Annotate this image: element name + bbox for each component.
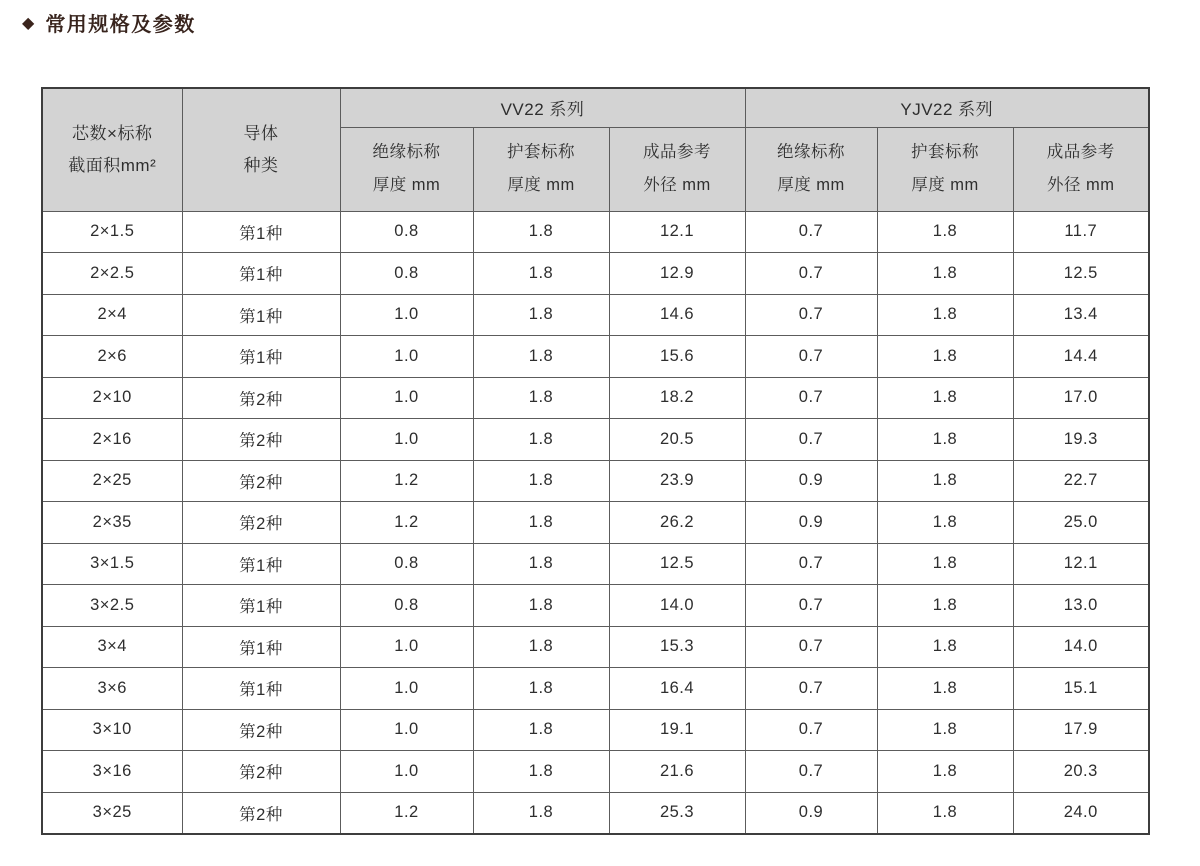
vv22-insulation-cell: 1.0 xyxy=(340,419,473,461)
vv22-insulation-cell: 1.2 xyxy=(340,460,473,502)
yjv22-diameter-cell: 17.0 xyxy=(1013,377,1149,419)
spec-cell: 2×16 xyxy=(42,419,182,461)
table-header xyxy=(42,88,1149,211)
vv22-diameter-cell: 26.2 xyxy=(609,502,745,544)
vv22-insulation-cell: 0.8 xyxy=(340,253,473,295)
spec-cell: 2×25 xyxy=(42,460,182,502)
series-header-vv22: VV22 系列 xyxy=(340,88,745,127)
col-header-conductor xyxy=(182,88,340,211)
conductor-cell: 第2种 xyxy=(182,709,340,751)
yjv22-insulation-cell: 0.7 xyxy=(745,377,877,419)
spec-cell: 3×4 xyxy=(42,626,182,668)
yjv22-sheath-cell: 1.8 xyxy=(877,419,1013,461)
vv22-diameter-cell: 12.5 xyxy=(609,543,745,585)
yjv22-sheath-cell: 1.8 xyxy=(877,502,1013,544)
yjv22-sheath-cell: 1.8 xyxy=(877,211,1013,253)
table-row xyxy=(42,668,1149,710)
spec-cell: 2×10 xyxy=(42,377,182,419)
yjv22-insulation-cell: 0.7 xyxy=(745,751,877,793)
conductor-cell: 第2种 xyxy=(182,460,340,502)
yjv22-diameter-cell: 12.5 xyxy=(1013,253,1149,295)
yjv22-sheath-cell: 1.8 xyxy=(877,336,1013,378)
vv22-insulation-cell: 1.0 xyxy=(340,294,473,336)
vv22-insulation-cell: 1.0 xyxy=(340,751,473,793)
vv22-diameter-cell: 16.4 xyxy=(609,668,745,710)
table-row xyxy=(42,419,1149,461)
yjv22-sheath-cell: 1.8 xyxy=(877,709,1013,751)
conductor-cell: 第2种 xyxy=(182,419,340,461)
vv22-insulation-cell: 1.2 xyxy=(340,502,473,544)
vv22-sheath-cell: 1.8 xyxy=(473,709,609,751)
vv22-sheath-cell: 1.8 xyxy=(473,377,609,419)
vv22-sheath-cell: 1.8 xyxy=(473,211,609,253)
vv22-diameter-cell: 18.2 xyxy=(609,377,745,419)
vv22-sheath-cell: 1.8 xyxy=(473,792,609,834)
col-header-yjv22-diameter: 成品参考 外径 mm xyxy=(1013,127,1149,211)
spec-cell: 3×1.5 xyxy=(42,543,182,585)
yjv22-diameter-cell: 19.3 xyxy=(1013,419,1149,461)
conductor-cell: 第2种 xyxy=(182,502,340,544)
yjv22-insulation-cell: 0.7 xyxy=(745,253,877,295)
conductor-cell: 第2种 xyxy=(182,377,340,419)
yjv22-diameter-cell: 24.0 xyxy=(1013,792,1149,834)
vv22-sheath-cell: 1.8 xyxy=(473,668,609,710)
vv22-diameter-cell: 21.6 xyxy=(609,751,745,793)
vv22-sheath-cell: 1.8 xyxy=(473,253,609,295)
vv22-sheath-cell: 1.8 xyxy=(473,460,609,502)
vv22-diameter-cell: 14.0 xyxy=(609,585,745,627)
spec-cell: 3×16 xyxy=(42,751,182,793)
table-row xyxy=(42,626,1149,668)
conductor-cell: 第1种 xyxy=(182,211,340,253)
yjv22-insulation-cell: 0.9 xyxy=(745,460,877,502)
yjv22-insulation-cell: 0.7 xyxy=(745,336,877,378)
diamond-bullet-icon: ◆ xyxy=(22,14,35,32)
yjv22-insulation-cell: 0.9 xyxy=(745,502,877,544)
spec-cell: 2×6 xyxy=(42,336,182,378)
vv22-sheath-cell: 1.8 xyxy=(473,336,609,378)
spec-cell: 2×2.5 xyxy=(42,253,182,295)
table-row xyxy=(42,294,1149,336)
series-header-row xyxy=(42,88,1149,127)
yjv22-sheath-cell: 1.8 xyxy=(877,294,1013,336)
table-row xyxy=(42,211,1149,253)
col-header-spec xyxy=(42,88,182,211)
conductor-cell: 第1种 xyxy=(182,585,340,627)
yjv22-diameter-cell: 20.3 xyxy=(1013,751,1149,793)
table-row xyxy=(42,502,1149,544)
conductor-cell: 第1种 xyxy=(182,626,340,668)
series-header-yjv22: YJV22 系列 xyxy=(745,88,1149,127)
vv22-sheath-cell: 1.8 xyxy=(473,419,609,461)
spec-cell: 3×6 xyxy=(42,668,182,710)
vv22-insulation-cell: 0.8 xyxy=(340,543,473,585)
yjv22-sheath-cell: 1.8 xyxy=(877,377,1013,419)
vv22-insulation-cell: 1.2 xyxy=(340,792,473,834)
conductor-cell: 第1种 xyxy=(182,668,340,710)
vv22-sheath-cell: 1.8 xyxy=(473,626,609,668)
yjv22-sheath-cell: 1.8 xyxy=(877,543,1013,585)
yjv22-diameter-cell: 11.7 xyxy=(1013,211,1149,253)
conductor-cell: 第1种 xyxy=(182,294,340,336)
conductor-cell: 第2种 xyxy=(182,792,340,834)
col-header-vv22-sheath: 护套标称 厚度 mm xyxy=(473,127,609,211)
col-header-conductor-line2: 种类 xyxy=(243,155,279,175)
vv22-diameter-cell: 15.6 xyxy=(609,336,745,378)
vv22-insulation-cell: 1.0 xyxy=(340,336,473,378)
table-row xyxy=(42,336,1149,378)
yjv22-insulation-cell: 0.7 xyxy=(745,709,877,751)
vv22-diameter-cell: 12.9 xyxy=(609,253,745,295)
table-row xyxy=(42,543,1149,585)
yjv22-insulation-cell: 0.7 xyxy=(745,668,877,710)
yjv22-sheath-cell: 1.8 xyxy=(877,585,1013,627)
vv22-diameter-cell: 19.1 xyxy=(609,709,745,751)
vv22-diameter-cell: 15.3 xyxy=(609,626,745,668)
vv22-insulation-cell: 0.8 xyxy=(340,585,473,627)
col-header-vv22-diameter: 成品参考 外径 mm xyxy=(609,127,745,211)
yjv22-sheath-cell: 1.8 xyxy=(877,668,1013,710)
yjv22-insulation-cell: 0.7 xyxy=(745,585,877,627)
yjv22-diameter-cell: 25.0 xyxy=(1013,502,1149,544)
col-header-conductor-line1: 导体 xyxy=(243,123,279,143)
yjv22-diameter-cell: 13.4 xyxy=(1013,294,1149,336)
col-header-spec-line2: 截面积mm² xyxy=(68,155,157,175)
vv22-diameter-cell: 12.1 xyxy=(609,211,745,253)
yjv22-sheath-cell: 1.8 xyxy=(877,751,1013,793)
vv22-diameter-cell: 23.9 xyxy=(609,460,745,502)
section-header xyxy=(22,8,196,37)
conductor-cell: 第1种 xyxy=(182,336,340,378)
vv22-diameter-cell: 25.3 xyxy=(609,792,745,834)
spec-cell: 2×35 xyxy=(42,502,182,544)
col-header-yjv22-sheath: 护套标称 厚度 mm xyxy=(877,127,1013,211)
conductor-cell: 第1种 xyxy=(182,543,340,585)
spec-table xyxy=(41,87,1150,835)
yjv22-insulation-cell: 0.7 xyxy=(745,626,877,668)
yjv22-insulation-cell: 0.7 xyxy=(745,294,877,336)
yjv22-diameter-cell: 13.0 xyxy=(1013,585,1149,627)
vv22-sheath-cell: 1.8 xyxy=(473,751,609,793)
yjv22-diameter-cell: 17.9 xyxy=(1013,709,1149,751)
table-row xyxy=(42,460,1149,502)
table-row xyxy=(42,585,1149,627)
vv22-insulation-cell: 1.0 xyxy=(340,626,473,668)
vv22-diameter-cell: 14.6 xyxy=(609,294,745,336)
vv22-insulation-cell: 1.0 xyxy=(340,709,473,751)
table-body xyxy=(42,211,1149,834)
table-row xyxy=(42,253,1149,295)
yjv22-diameter-cell: 14.4 xyxy=(1013,336,1149,378)
vv22-insulation-cell: 1.0 xyxy=(340,668,473,710)
yjv22-sheath-cell: 1.8 xyxy=(877,460,1013,502)
col-header-spec-line1: 芯数×标称 xyxy=(72,123,153,143)
col-header-vv22-insulation: 绝缘标称 厚度 mm xyxy=(340,127,473,211)
vv22-sheath-cell: 1.8 xyxy=(473,294,609,336)
yjv22-diameter-cell: 12.1 xyxy=(1013,543,1149,585)
vv22-insulation-cell: 1.0 xyxy=(340,377,473,419)
col-header-yjv22-insulation: 绝缘标称 厚度 mm xyxy=(745,127,877,211)
vv22-sheath-cell: 1.8 xyxy=(473,502,609,544)
yjv22-insulation-cell: 0.7 xyxy=(745,543,877,585)
spec-cell: 2×1.5 xyxy=(42,211,182,253)
vv22-sheath-cell: 1.8 xyxy=(473,543,609,585)
yjv22-diameter-cell: 15.1 xyxy=(1013,668,1149,710)
table-row xyxy=(42,377,1149,419)
vv22-sheath-cell: 1.8 xyxy=(473,585,609,627)
yjv22-diameter-cell: 14.0 xyxy=(1013,626,1149,668)
spec-cell: 3×25 xyxy=(42,792,182,834)
conductor-cell: 第2种 xyxy=(182,751,340,793)
yjv22-insulation-cell: 0.9 xyxy=(745,792,877,834)
yjv22-insulation-cell: 0.7 xyxy=(745,419,877,461)
table-row xyxy=(42,792,1149,834)
yjv22-sheath-cell: 1.8 xyxy=(877,253,1013,295)
table-row xyxy=(42,709,1149,751)
table-row xyxy=(42,751,1149,793)
yjv22-sheath-cell: 1.8 xyxy=(877,792,1013,834)
spec-cell: 3×10 xyxy=(42,709,182,751)
vv22-diameter-cell: 20.5 xyxy=(609,419,745,461)
page-title: 常用规格及参数 xyxy=(45,14,196,36)
conductor-cell: 第1种 xyxy=(182,253,340,295)
spec-cell: 3×2.5 xyxy=(42,585,182,627)
yjv22-diameter-cell: 22.7 xyxy=(1013,460,1149,502)
yjv22-insulation-cell: 0.7 xyxy=(745,211,877,253)
yjv22-sheath-cell: 1.8 xyxy=(877,626,1013,668)
vv22-insulation-cell: 0.8 xyxy=(340,211,473,253)
spec-cell: 2×4 xyxy=(42,294,182,336)
